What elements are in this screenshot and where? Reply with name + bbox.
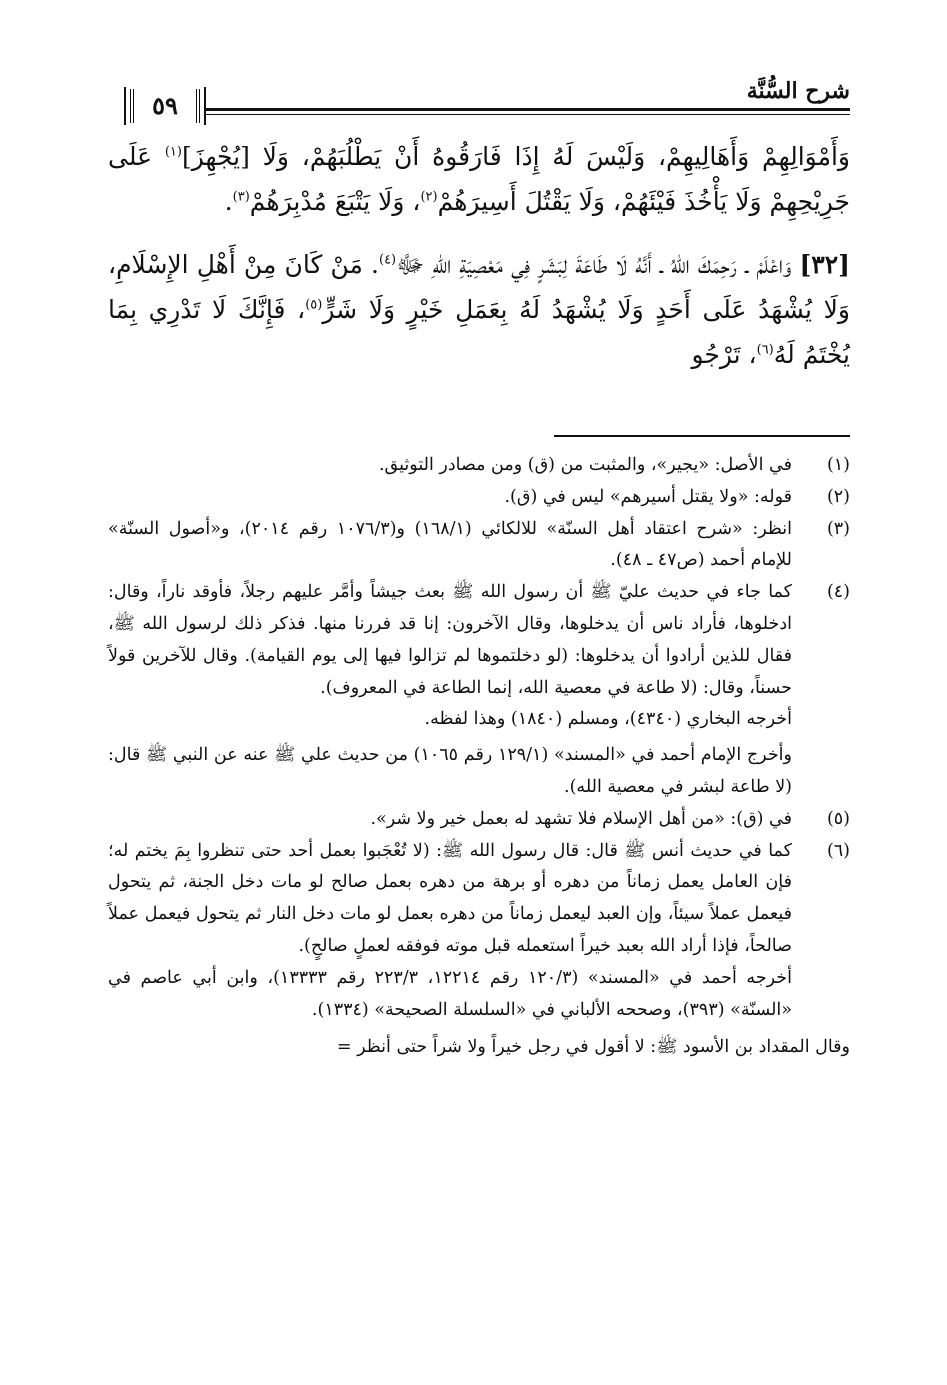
footnote-text: قوله: «ولا يقتل أسيرهم» ليس في (ق).: [504, 486, 792, 507]
footnote-number: (٥): [826, 808, 850, 829]
text-run: ، وَلَا يَتْبَعَ مُدْبِرَهُمْ: [249, 187, 421, 216]
footnote-number: (٢): [826, 486, 850, 507]
footnote-continuation: وقال المقداد بن الأسود ﷺ: لا أقول في رجل خيراً ولا شراً حتى أنظر =: [336, 1037, 850, 1058]
footnote-ref[interactable]: (٢): [420, 189, 438, 205]
page-header: [108, 78, 850, 124]
footnote-ref[interactable]: (٣): [232, 189, 250, 205]
footnote-number: (٤): [826, 582, 850, 603]
header-rule: [204, 108, 850, 111]
main-text: [108, 134, 850, 377]
footnotes: [108, 450, 850, 1064]
header-rule-thin: [204, 114, 850, 115]
text-run: .: [224, 187, 233, 216]
footnote-text: كما في حديث أنس ﷺ قال: قال رسول الله ﷺ: (لا تُعْجَبوا بعمل أحد حتى تنظروا بِمَ يختم له؛ فإن العامل يعمل زماناً من دهره أو برهة من دهره بعمل صالح لو مات دخل الجنة، ثم يتحول فيعمل عملاً سيئاً، وإن العبد ليعمل زماناً من دهره بعمل لو مات دخل النار ثم يتحول فيعمل عملاً صالحاً، فإذا أراد الله بعبد خيراً استعمله قبل موته فوفقه لعملٍ صالحٍ).: [108, 840, 792, 956]
footnote-extra: وأخرج الإمام أحمد في «المسند» (١٢٩/١ رقم ١٠٦٥) من حديث علي ﷺ عنه عن النبي ﷺ قال: (لا طاعة لبشر في معصية الله).: [108, 745, 792, 797]
footnote-1: [108, 450, 850, 482]
footnote-2: [108, 482, 850, 514]
text-run: عَلَى جَرِيْحِهِمْ وَلَا يَأْخُذَ فَيْئَهُمْ، وَلَا يَقْتُلَ أَسِيرَهُمْ: [108, 142, 850, 216]
footnote-3: [108, 514, 850, 578]
footnote-6: [108, 836, 850, 1027]
text-run: ، فَإِنَّكَ لَا تَدْرِي بِمَا يُخْتَمُ لَهُ: [108, 295, 850, 369]
paragraph-1: [108, 134, 850, 224]
footnote-number: (٦): [826, 840, 850, 861]
footnote-source: أخرجه أحمد في «المسند» (١٢٠/٣ رقم ١٢٢١٤، ٢٢٣/٣ رقم ١٣٣٣٣)، وابن أبي عاصم في «السنّة» (٣٩٣)، وصححه الألباني في «السلسلة الصحيحة» (١٣٣٤).: [108, 967, 792, 1020]
paragraph-32: [108, 242, 850, 377]
running-title: شرح السُّنَّة: [746, 78, 850, 104]
footnote-ref[interactable]: (٦): [756, 342, 774, 358]
footnote-ref[interactable]: (٥): [305, 297, 323, 313]
section-number: [٣٢]: [799, 250, 850, 279]
footnote-text: انظر: «شرح اعتقاد أهل السنّة» للالكائي (١٦٨/١) و(١٠٧٦/٣ رقم ٢٠١٤)، و«أصول السنّة» للإمام أحمد (ص٤٧ ـ ٤٨).: [108, 518, 792, 571]
text-run: . مَنْ كَانَ مِنْ أَهْلِ الإِسْلَامِ، وَلَا يُشْهَدُ عَلَى أَحَدٍ وَلَا يُشْهَدُ لَهُ بِعَمَلِ خَيْرٍ وَلَا شَرٍّ: [108, 250, 850, 324]
footnote-4: [108, 577, 850, 804]
page-number-box: [130, 89, 200, 123]
footnote-number: (٣): [826, 518, 850, 539]
footnote-source: أخرجه البخاري (٤٣٤٠)، ومسلم (١٨٤٠) وهذا لفظه.: [424, 709, 792, 730]
text-run: ، تَرْجُو: [691, 340, 757, 369]
footnote-5: [108, 804, 850, 836]
footnote-text: كما جاء في حديث عليّ ﷺ أن رسول الله ﷺ بعث جيشاً وأمَّر عليهم رجلاً، فأوقد ناراً، وقال: ادخلوها، فأراد ناس أن يدخلوها، وقال الآخرون: إنا قد فررنا منها. فذكر ذلك لرسول الله ﷺ، فقال للذين أرادوا أن يدخلوها: (لو دخلتموها لم تزالوا فيها إلى يوم القيامة). وقال للآخرين قولاً حسناً، وقال: (لا طاعة في معصية الله، إنما الطاعة في المعروف).: [108, 582, 792, 698]
footnote-number: (١): [826, 455, 850, 475]
footnote-ref[interactable]: (١): [164, 144, 182, 160]
footnote-divider: [554, 435, 850, 437]
text-run: وَاعْلَمْ ـ رَحِمَكَ اللهُ ـ أَنَّهُ لَا طَاعَةَ لِبَشَرٍ فِي مَعْصِيَةِ اللهِ ﷻ: [396, 250, 800, 279]
footnote-text: في (ق): «من أهل الإسلام فلا تشهد له بعمل خير ولا شر».: [370, 808, 792, 829]
footnote-text: في الأصل: «يجير»، والمثبت من (ق) ومن مصادر التوثيق.: [378, 455, 792, 475]
text-run: وَأَمْوَالِهِمْ وَأَهَالِيهِمْ، وَلَيْسَ لَهُ إِذَا فَارَقُوهُ أَنْ يَطْلُبَهُمْ، وَلَا [يُجْهِزَ]: [181, 142, 851, 171]
page-number: ٥٩: [152, 91, 178, 120]
footnote-ref[interactable]: (٤): [378, 252, 397, 268]
